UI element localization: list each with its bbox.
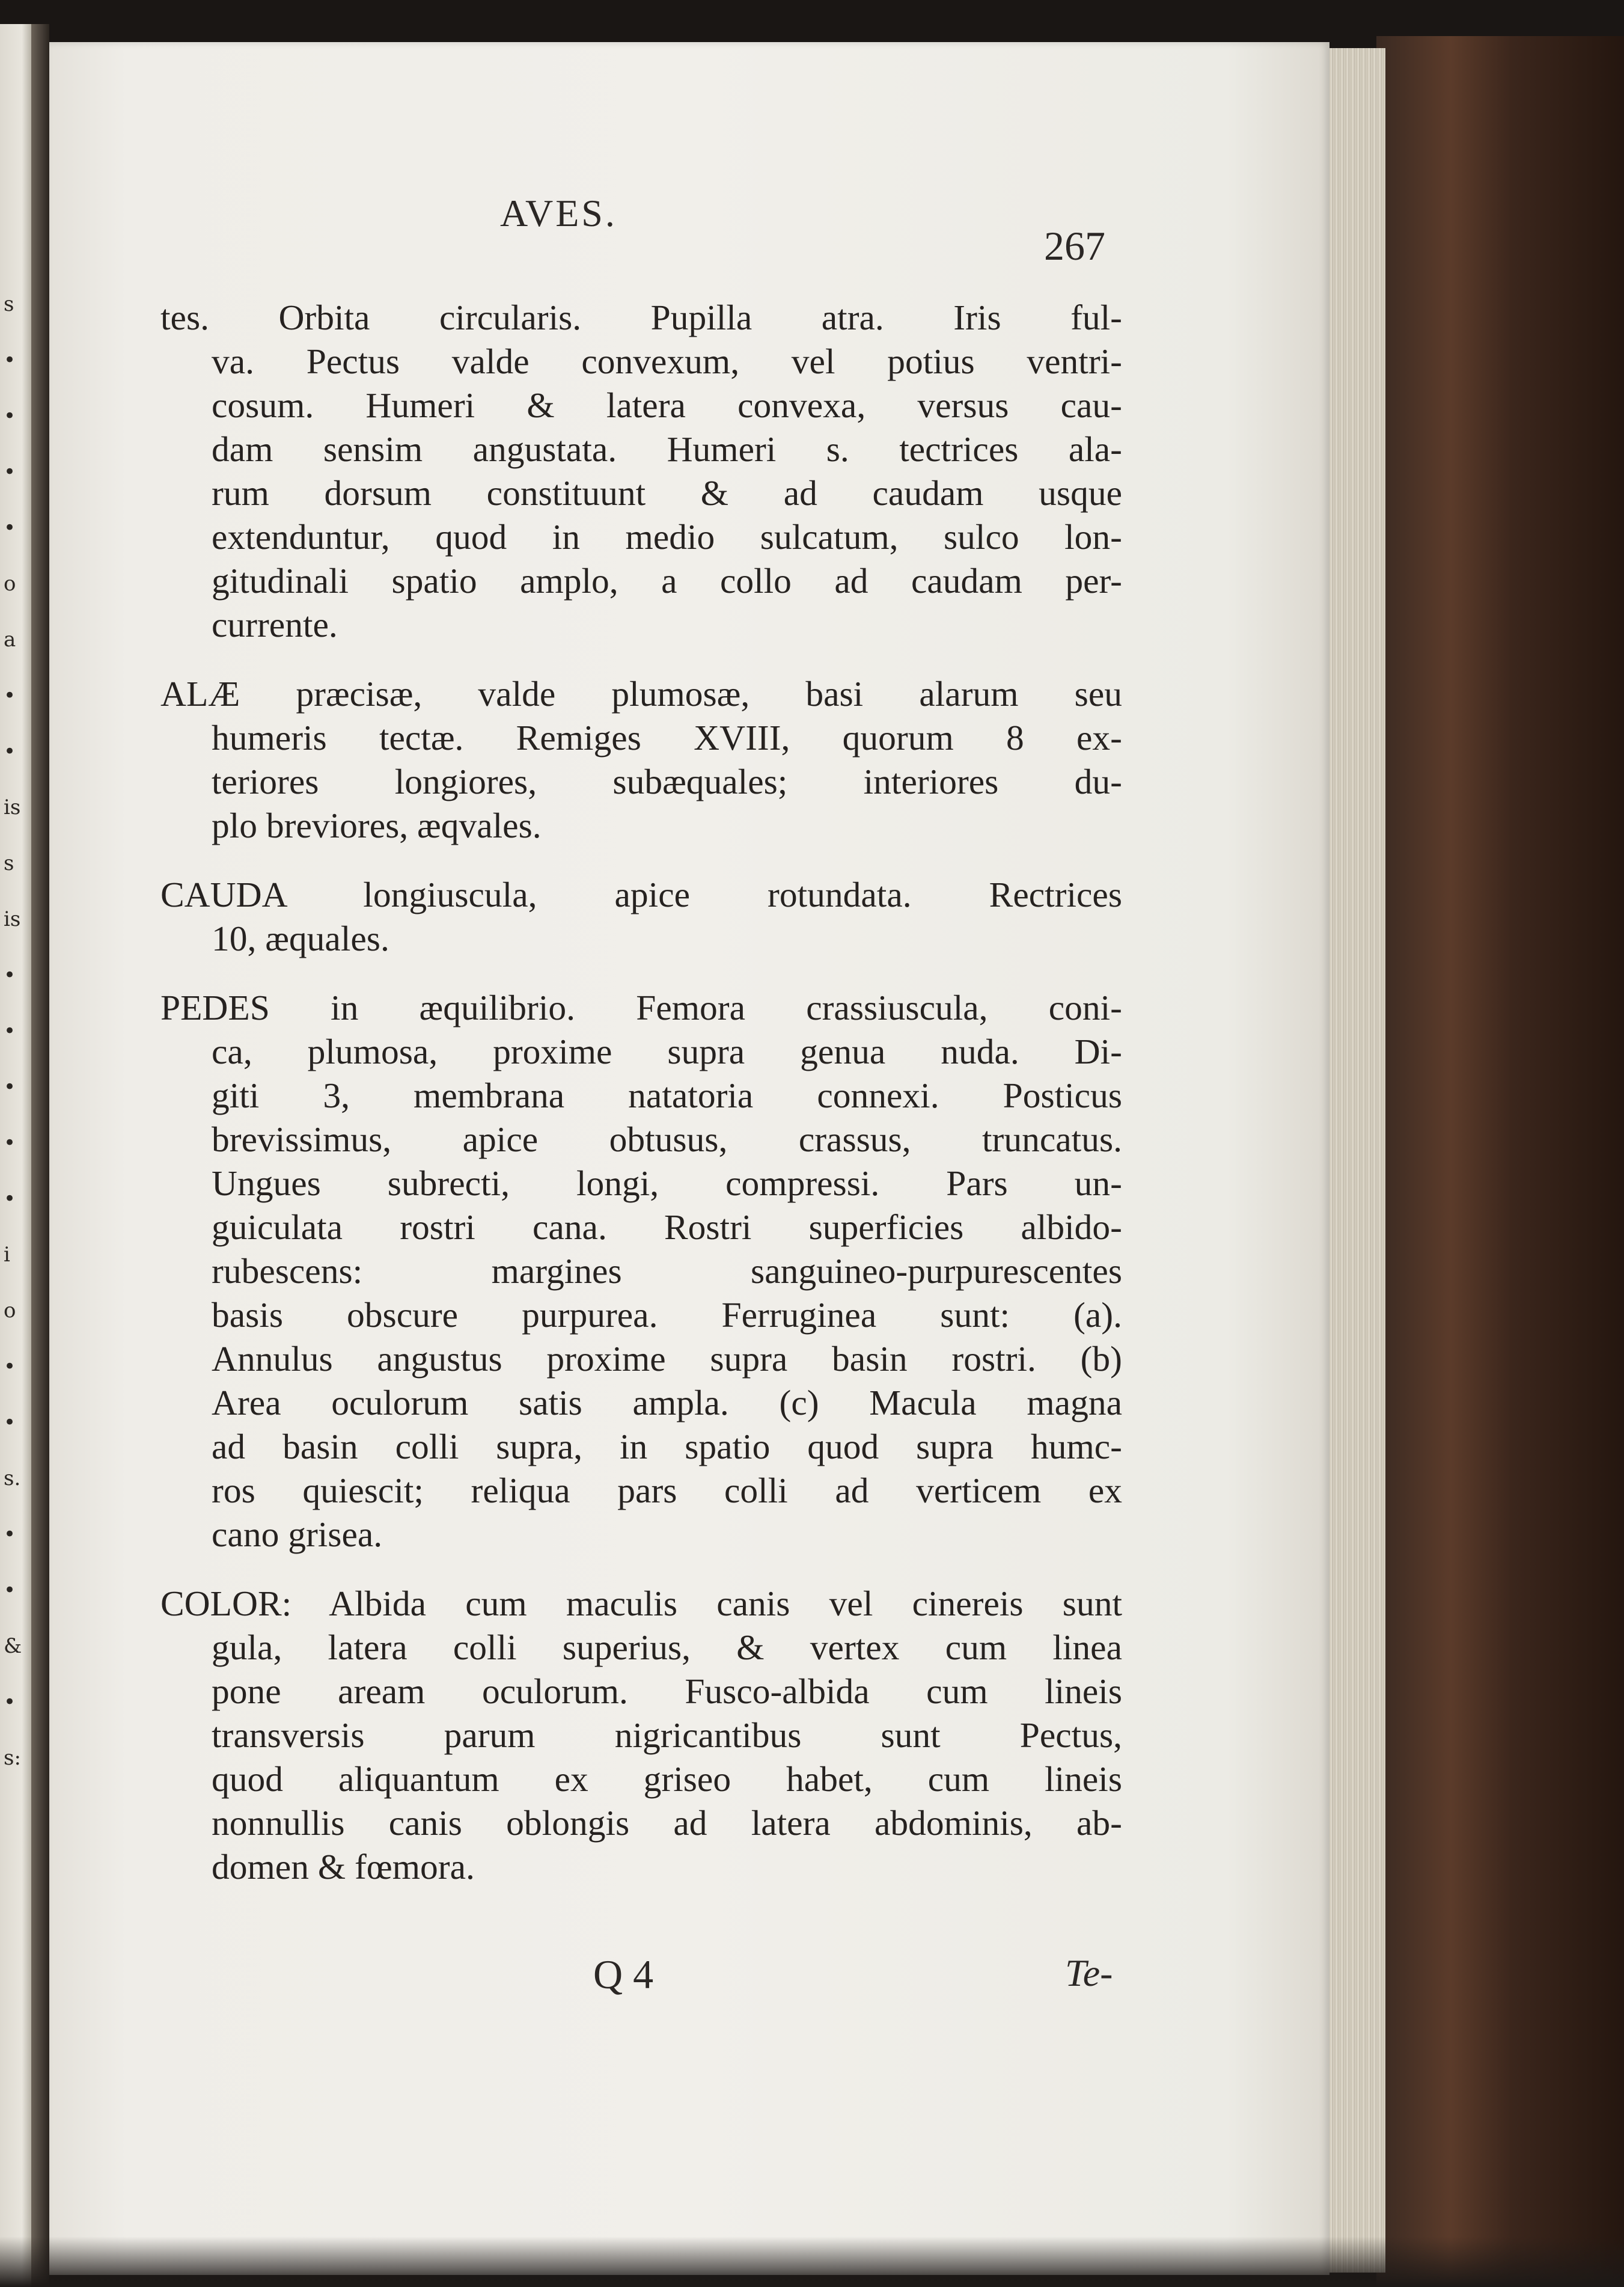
body-text — [160, 296, 1122, 1889]
book-binding — [1376, 36, 1624, 2287]
text-line: teriores longiores, subæquales; interiores du- — [212, 762, 1122, 801]
text-line: quod aliquantum ex griseo habet, cum lineis — [212, 1759, 1122, 1799]
facing-page-char: • — [4, 1019, 16, 1043]
facing-page-char: • — [4, 1075, 16, 1099]
text-line: currente. — [212, 605, 338, 644]
text-line: brevissimus, apice obtusus, crassus, truncatus. — [212, 1119, 1122, 1159]
paragraph — [160, 672, 1122, 848]
text-line: plo breviores, æqvales. — [212, 806, 542, 845]
text-line: ros quiescit; reliqua pars colli ad verticem ex — [212, 1471, 1122, 1510]
paragraph-gap — [160, 848, 1122, 873]
text-line: gula, latera colli superius, & vertex cum linea — [212, 1627, 1122, 1667]
paragraph-gap — [160, 647, 1122, 672]
page-number: 267 — [1044, 223, 1105, 269]
text-line: dam sensim angustata. Humeri s. tectrices ala- — [212, 429, 1122, 469]
text-line: ad basin colli supra, in spatio quod supra humc- — [212, 1427, 1122, 1466]
facing-page-char: is — [4, 907, 21, 931]
facing-page-char: i — [4, 1243, 10, 1267]
text-line: Area oculorum satis ampla. (c) Macula magna — [212, 1383, 1122, 1422]
text-line: Annulus angustus proxime supra basin rostri. (b) — [212, 1339, 1122, 1379]
paragraph — [160, 296, 1122, 647]
text-line: CAUDA longiuscula, apice rotundata. Rectrices — [160, 875, 1122, 914]
facing-page-char: • — [4, 460, 16, 484]
facing-page-fragments — [4, 277, 28, 1786]
facing-page-char: s — [4, 851, 14, 875]
paragraph — [160, 986, 1122, 1557]
text-line: Ungues subrecti, longi, compressi. Pars un- — [212, 1163, 1122, 1203]
facing-page-char: o — [4, 1299, 16, 1323]
facing-page-char: • — [4, 739, 16, 764]
text-line: gitudinali spatio amplo, a collo ad caudam per- — [212, 561, 1122, 601]
facing-page-char: • — [4, 516, 16, 540]
text-line: giti 3, membrana natatoria connexi. Posticus — [212, 1076, 1122, 1115]
facing-page-char: • — [4, 1410, 16, 1434]
text-line: rubescens: margines sanguineo-purpurescentes — [212, 1251, 1122, 1291]
facing-page-char: is — [4, 795, 21, 819]
facing-page-char: • — [4, 963, 16, 987]
gutter-shadow — [31, 24, 49, 2287]
text-line: va. Pectus valde convexum, vel potius ventri- — [212, 341, 1122, 381]
facing-page-char: • — [4, 1578, 16, 1602]
text-line: ALÆ præcisæ, valde plumosæ, basi alarum seu — [160, 674, 1122, 714]
facing-page-char: • — [4, 1690, 16, 1714]
text-line: COLOR: Albida cum maculis canis vel cinereis sunt — [160, 1584, 1122, 1623]
facing-page-char: • — [4, 404, 16, 428]
text-line: extenduntur, quod in medio sulcatum, sulco lon- — [212, 517, 1122, 557]
text-line: humeris tectæ. Remiges XVIII, quorum 8 ex- — [212, 718, 1122, 758]
paragraph-gap — [160, 1557, 1122, 1582]
book-page — [49, 42, 1329, 2275]
facing-page-char: s: — [4, 1746, 21, 1770]
catchword: Te- — [1065, 1952, 1113, 1994]
text-line: ca, plumosa, proxime supra genua nuda. Di- — [212, 1032, 1122, 1071]
facing-page-char: o — [4, 572, 16, 596]
bottom-shadow — [0, 2236, 1624, 2287]
facing-page-char: • — [4, 1131, 16, 1155]
text-line: nonnullis canis oblongis ad latera abdominis, ab- — [212, 1803, 1122, 1843]
facing-page-char: • — [4, 1355, 16, 1379]
paragraph — [160, 873, 1122, 961]
text-line: cano grisea. — [212, 1514, 383, 1554]
facing-page-char: a — [4, 628, 16, 652]
paragraph-gap — [160, 961, 1122, 986]
signature-mark: Q 4 — [593, 1952, 654, 1997]
text-line: domen & fœmora. — [212, 1847, 475, 1887]
facing-page-char: • — [4, 1522, 16, 1546]
facing-page-edge — [0, 24, 31, 2287]
page-edges — [1322, 48, 1385, 2273]
facing-page-char: • — [4, 1187, 16, 1211]
paragraph — [160, 1582, 1122, 1889]
facing-page-char: s. — [4, 1466, 21, 1490]
text-line: cosum. Humeri & latera convexa, versus cau- — [212, 385, 1122, 425]
text-line: guiculata rostri cana. Rostri superficies albido- — [212, 1207, 1122, 1247]
facing-page-char: & — [4, 1634, 22, 1658]
facing-page-char: • — [4, 684, 16, 708]
text-line: PEDES in æquilibrio. Femora crassiuscula, coni- — [160, 988, 1122, 1027]
text-line: basis obscure purpurea. Ferruginea sunt: (a). — [212, 1295, 1122, 1335]
running-head: AVES. — [500, 192, 617, 234]
text-line: pone aream oculorum. Fusco-albida cum lineis — [212, 1671, 1122, 1711]
text-line: transversis parum nigricantibus sunt Pectus, — [212, 1715, 1122, 1755]
text-line: 10, æquales. — [212, 919, 389, 958]
text-line: rum dorsum constituunt & ad caudam usque — [212, 473, 1122, 513]
facing-page-char: s — [4, 292, 14, 316]
facing-page-char: • — [4, 348, 16, 372]
text-line: tes. Orbita circularis. Pupilla atra. Iris ful- — [160, 298, 1122, 337]
